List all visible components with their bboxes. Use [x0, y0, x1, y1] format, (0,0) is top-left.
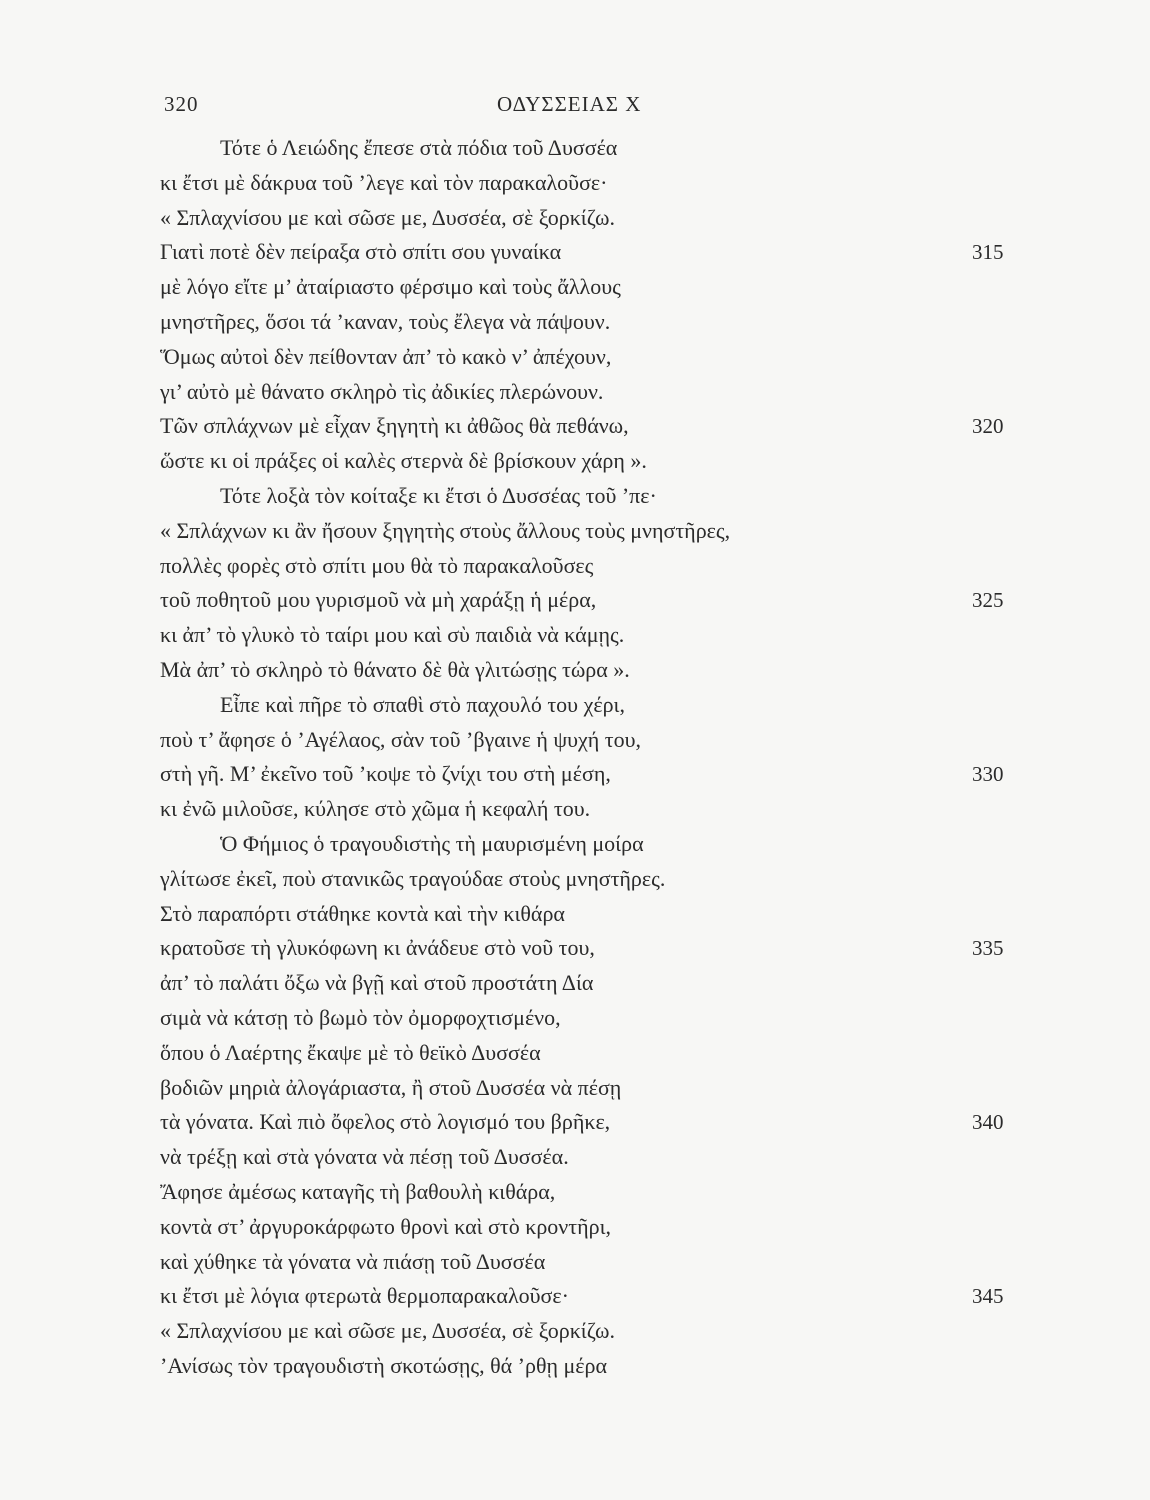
verse-line — [160, 827, 1060, 862]
verse-text: κι ἔτσι μὲ λόγια φτερωτὰ θερμοπαρακαλοῦσε· — [160, 1283, 569, 1309]
verse-line — [160, 723, 1060, 758]
verse-text: ὥστε κι οἱ πράξες οἱ καλὲς στερνὰ δὲ βρίσκουν χάρη ». — [160, 448, 647, 474]
verse-text: στὴ γῆ. Μ’ ἐκεῖνο τοῦ ’κοψε τὸ ζνίχι του στὴ μέση, — [160, 761, 611, 787]
line-number: 345 — [972, 1284, 1004, 1309]
verse-text: μνηστῆρες, ὅσοι τά ’καναν, τοὺς ἔλεγα νὰ πάψουν. — [160, 308, 611, 334]
verse-line — [160, 444, 1060, 479]
verse-line — [160, 653, 1060, 688]
verse-line — [160, 1314, 1060, 1349]
verse-text: βοδιῶν μηριὰ ἀλογάριαστα, ἢ στοῦ Δυσσέα νὰ πέσῃ — [160, 1074, 622, 1100]
verse-text: Στὸ παραπόρτι στάθηκε κοντὰ καὶ τὴν κιθάρα — [160, 900, 565, 926]
running-title: ΟΔΥΣΣΕΙΑΣ Χ — [497, 92, 642, 116]
verse-line — [160, 1071, 1060, 1106]
verse-text: Μὰ ἀπ’ τὸ σκληρὸ τὸ θάνατο δὲ θὰ γλιτώσῃς τώρα ». — [160, 656, 630, 682]
verse-text: Εἶπε καὶ πῆρε τὸ σπαθὶ στὸ παχουλό του χέρι, — [220, 691, 625, 717]
verse-text: γλίτωσε ἐκεῖ, ποὺ στανικῶς τραγούδαε στοὺς μνηστῆρες. — [160, 865, 666, 891]
verse-line — [160, 792, 1060, 827]
line-number: 320 — [972, 414, 1004, 439]
verse-line — [160, 862, 1060, 897]
verse-text: ποὺ τ’ ἄφησε ὁ ’Αγέλαος, σὰν τοῦ ’βγαινε ἡ ψυχή του, — [160, 726, 642, 752]
verse-text: ἀπ’ τὸ παλάτι ὄξω νὰ βγῇ καὶ στοῦ προστάτη Δία — [160, 970, 594, 996]
verse-line — [160, 270, 1060, 305]
verse-line — [160, 583, 1060, 618]
verse-line — [160, 479, 1060, 514]
line-number: 340 — [972, 1110, 1004, 1135]
verse-line — [160, 166, 1060, 201]
verse-line — [160, 931, 1060, 966]
verse-text: « Σπλαχνίσου με καὶ σῶσε με, Δυσσέα, σὲ ξορκίζω. — [160, 204, 616, 230]
verse-line — [160, 235, 1060, 270]
verse-text: Τότε λοξὰ τὸν κοίταξε κι ἔτσι ὁ Δυσσέας τοῦ ’πε· — [220, 482, 657, 508]
verse-line — [160, 1349, 1060, 1384]
line-number: 335 — [972, 936, 1004, 961]
verse-text: Ὁ Φήμιος ὁ τραγουδιστὴς τὴ μαυρισμένη μοίρα — [220, 830, 644, 856]
verse-text: Γιατὶ ποτὲ δὲν πείραξα στὸ σπίτι σου γυναίκα — [160, 239, 562, 265]
verse-text: κι ἔτσι μὲ δάκρυα τοῦ ’λεγε καὶ τὸν παρακαλοῦσε· — [160, 169, 608, 195]
verse-text: ὅπου ὁ Λαέρτης ἔκαψε μὲ τὸ θεϊκὸ Δυσσέα — [160, 1039, 541, 1065]
verse-line — [160, 549, 1060, 584]
verse-text: ’Ανίσως τὸν τραγουδιστὴ σκοτώσῃς, θά ’ρθῃ μέρα — [160, 1352, 608, 1378]
line-number: 325 — [972, 588, 1004, 613]
verse-text: τὰ γόνατα. Καὶ πιὸ ὄφελος στὸ λογισμό του βρῆκε, — [160, 1109, 611, 1135]
verse-line — [160, 1175, 1060, 1210]
verse-line — [160, 201, 1060, 236]
verse-text: τοῦ ποθητοῦ μου γυρισμοῦ νὰ μὴ χαράξῃ ἡ μέρα, — [160, 587, 597, 613]
verse-line — [160, 757, 1060, 792]
verse-text: πολλὲς φορὲς στὸ σπίτι μου θὰ τὸ παρακαλοῦσες — [160, 552, 594, 578]
verse-line — [160, 131, 1060, 166]
verse-line — [160, 1210, 1060, 1245]
verse-line — [160, 966, 1060, 1001]
verse-text: « Σπλαχνίσου με καὶ σῶσε με, Δυσσέα, σὲ ξορκίζω. — [160, 1318, 616, 1344]
verse-line — [160, 340, 1060, 375]
verse-line — [160, 618, 1060, 653]
verse-text: Τῶν σπλάχνων μὲ εἶχαν ξηγητὴ κι ἀθῶος θὰ πεθάνω, — [160, 413, 629, 439]
verse-text: Τότε ὁ Λειώδης ἔπεσε στὰ πόδια τοῦ Δυσσέα — [220, 135, 618, 160]
verse-line — [160, 514, 1060, 549]
verse-line — [160, 688, 1060, 723]
verse-text: νὰ τρέξῃ καὶ στὰ γόνατα νὰ πέσῃ τοῦ Δυσσέα. — [160, 1144, 569, 1170]
verse-block — [160, 131, 1060, 1384]
page-header — [164, 92, 704, 124]
verse-line — [160, 897, 1060, 932]
verse-text: « Σπλάχνων κι ἂν ἤσουν ξηγητὴς στοὺς ἄλλους τοὺς μνηστῆρες, — [160, 517, 731, 543]
verse-text: μὲ λόγο εἴτε μ’ ἀταίριαστο φέρσιμο καὶ τοὺς ἄλλους — [160, 274, 621, 300]
verse-line — [160, 305, 1060, 340]
verse-text: σιμὰ νὰ κάτσῃ τὸ βωμὸ τὸν ὀμορφοχτισμένο, — [160, 1004, 561, 1030]
verse-line — [160, 1279, 1060, 1314]
verse-line — [160, 1105, 1060, 1140]
verse-text: καὶ χύθηκε τὰ γόνατα νὰ πιάσῃ τοῦ Δυσσέα — [160, 1248, 546, 1274]
verse-text: Ὅμως αὐτοὶ δὲν πείθονταν ἀπ’ τὸ κακὸ ν’ ἀπέχουν, — [160, 343, 612, 369]
verse-line — [160, 1001, 1060, 1036]
verse-text: κοντὰ στ’ ἀργυροκάρφωτο θρονὶ καὶ στὸ κροντῆρι, — [160, 1213, 611, 1239]
verse-text: κι ἐνῶ μιλοῦσε, κύλησε στὸ χῶμα ἡ κεφαλή του. — [160, 796, 591, 822]
verse-line — [160, 1245, 1060, 1280]
line-number: 315 — [972, 240, 1004, 265]
verse-text: γι’ αὐτὸ μὲ θάνατο σκληρὸ τὶς ἀδικίες πλερώνουν. — [160, 378, 604, 404]
verse-line — [160, 375, 1060, 410]
verse-text: Ἄφησε ἀμέσως καταγῆς τὴ βαθουλὴ κιθάρα, — [160, 1178, 556, 1204]
verse-line — [160, 1036, 1060, 1071]
verse-line — [160, 1140, 1060, 1175]
verse-line — [160, 409, 1060, 444]
verse-text: κι ἀπ’ τὸ γλυκὸ τὸ ταίρι μου καὶ σὺ παιδιὰ νὰ κάμῃς. — [160, 622, 625, 648]
page-number: 320 — [164, 92, 199, 116]
line-number: 330 — [972, 762, 1004, 787]
verse-text: κρατοῦσε τὴ γλυκόφωνη κι ἀνάδευε στὸ νοῦ του, — [160, 935, 595, 961]
